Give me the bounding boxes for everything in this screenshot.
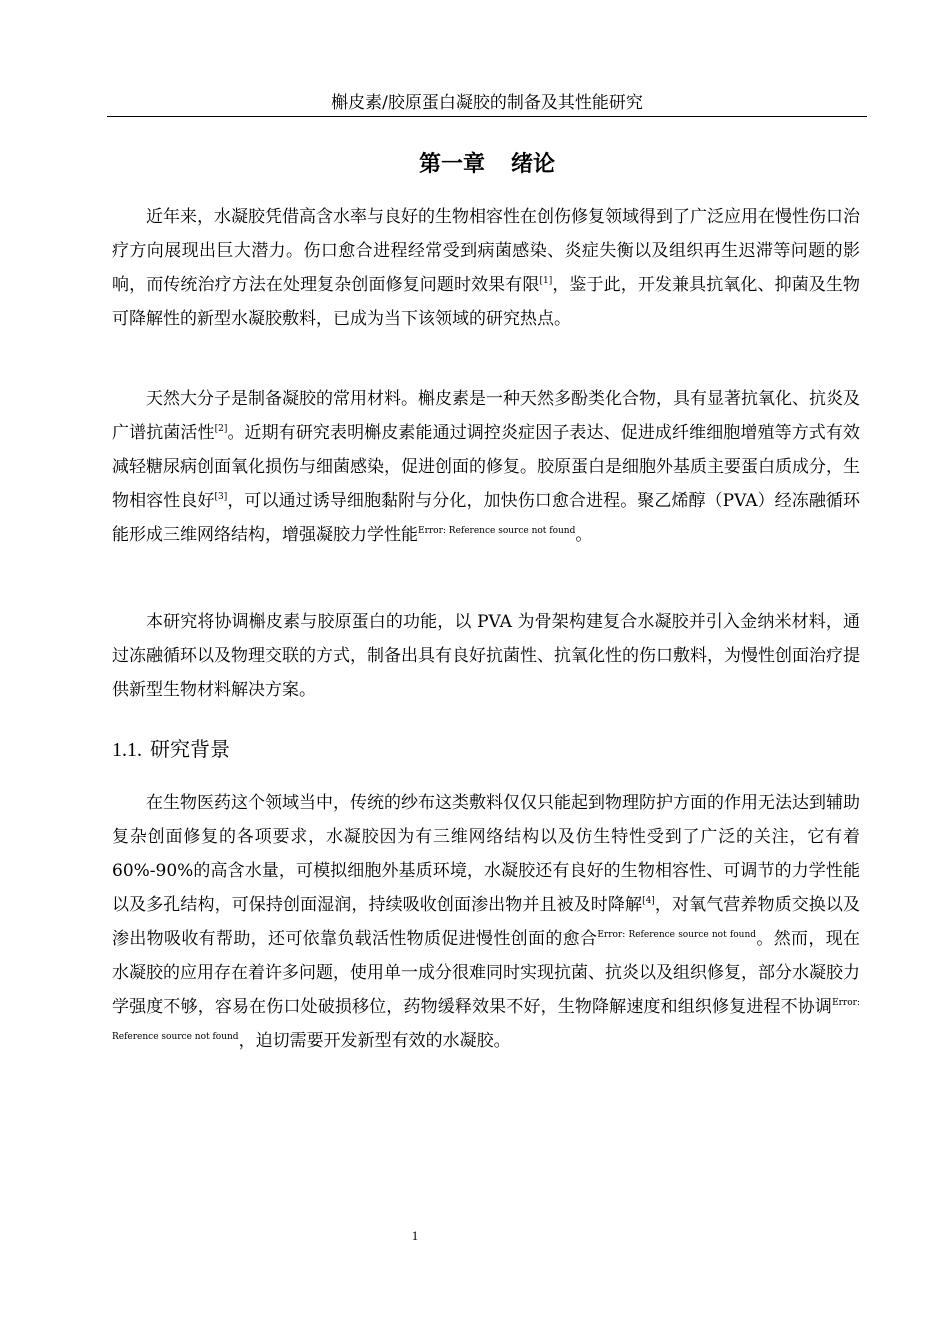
section-number: 1.1. xyxy=(112,739,142,761)
chapter-prefix: 第一章 xyxy=(418,152,485,177)
section-heading xyxy=(112,735,230,764)
section-title: 研究背景 xyxy=(150,737,230,761)
citation-1: [1] xyxy=(539,276,553,286)
chapter-name: 绪论 xyxy=(511,152,556,177)
header-rule xyxy=(107,116,867,117)
citation-3: [3] xyxy=(214,492,228,502)
page-number: 1 xyxy=(411,1228,419,1243)
reference-error: Error: Reference source not found xyxy=(597,930,757,940)
chapter-title xyxy=(107,151,867,179)
section-paragraph-1: 在生物医药这个领域当中，传统的纱布这类敷料仅仅只能起到物理防护方面的作用无法达到辅助复杂创面修复的各项要求，水凝胶因为有三维网络结构以及仿生特性受到了广泛的关注，它有着 60%-90%的高含水量，可模拟细胞外基质环境，水凝胶还有良好的生物相容性、可调节的力学性能以及多孔结构，可保持创面湿润，持续吸收创面渗出物并且被及时降解[4]，对氧气营养物质交换以及渗出物吸收有帮助，还可依靠负载活性物质促进慢性创面的愈合$^{Error: Reference source not found}$。然而，现在水凝胶的应用存在着许多问题，使用单一成分很难同时实现抗菌、抗炎以及组织修复，部分水凝胶力学强度不够，容易在伤口处破损移位，药物缓释效果不好，生物降解速度和组织修复进程不协调$^{Error: Reference source not found}$，迫切需要开发新型有效的水凝胶。 xyxy=(112,793,861,1051)
intro-paragraph-3: 本研究将协调槲皮素与胶原蛋白的功能，以 PVA 为骨架构建复合水凝胶并引入金纳米材料，通过冻融循环以及物理交联的方式，制备出具有良好抗菌性、抗氧化性的伤口敷料，为慢性创面治疗提供新型生物材料解决方案。 xyxy=(112,612,860,700)
reference-error: Error: Reference source not found xyxy=(418,526,576,536)
citation-4: [4] xyxy=(642,896,655,906)
citation-2: [2] xyxy=(214,424,228,434)
intro-paragraph-2: 天然大分子是制备凝胶的常用材料。槲皮素是一种天然多酚类化合物，具有显著抗氧化、抗炎及广谱抗菌活性[2]。近期有研究表明槲皮素能通过调控炎症因子表达、促进成纤维细胞增殖等方式有效减轻糖尿病创面氧化损伤与细菌感染，促进创面的修复。胶原蛋白是细胞外基质主要蛋白质成分，生物相容性良好[3]，可以通过诱导细胞黏附与分化，加快伤口愈合进程。聚乙烯醇（PVA）经冻融循环能形成三维网络结构，增强凝胶力学性能$^{Error: Reference source not found}$。 xyxy=(112,389,861,545)
running-header: 槲皮素/胶原蛋白凝胶的制备及其性能研究 xyxy=(331,93,643,113)
intro-paragraph-1: 近年来，水凝胶凭借高含水率与良好的生物相容性在创伤修复领域得到了广泛应用在慢性伤口治疗方向展现出巨大潜力。伤口愈合进程经常受到病菌感染、炎症失衡以及组织再生迟滞等问题的影响，而传统治疗方法在处理复杂创面修复问题时效果有限[1]，鉴于此，开发兼具抗氧化、抑菌及生物可降解性的新型水凝胶敷料，已成为当下该领域的研究热点。 xyxy=(112,207,861,329)
reference-error: Error: Reference source not found xyxy=(112,998,860,1042)
